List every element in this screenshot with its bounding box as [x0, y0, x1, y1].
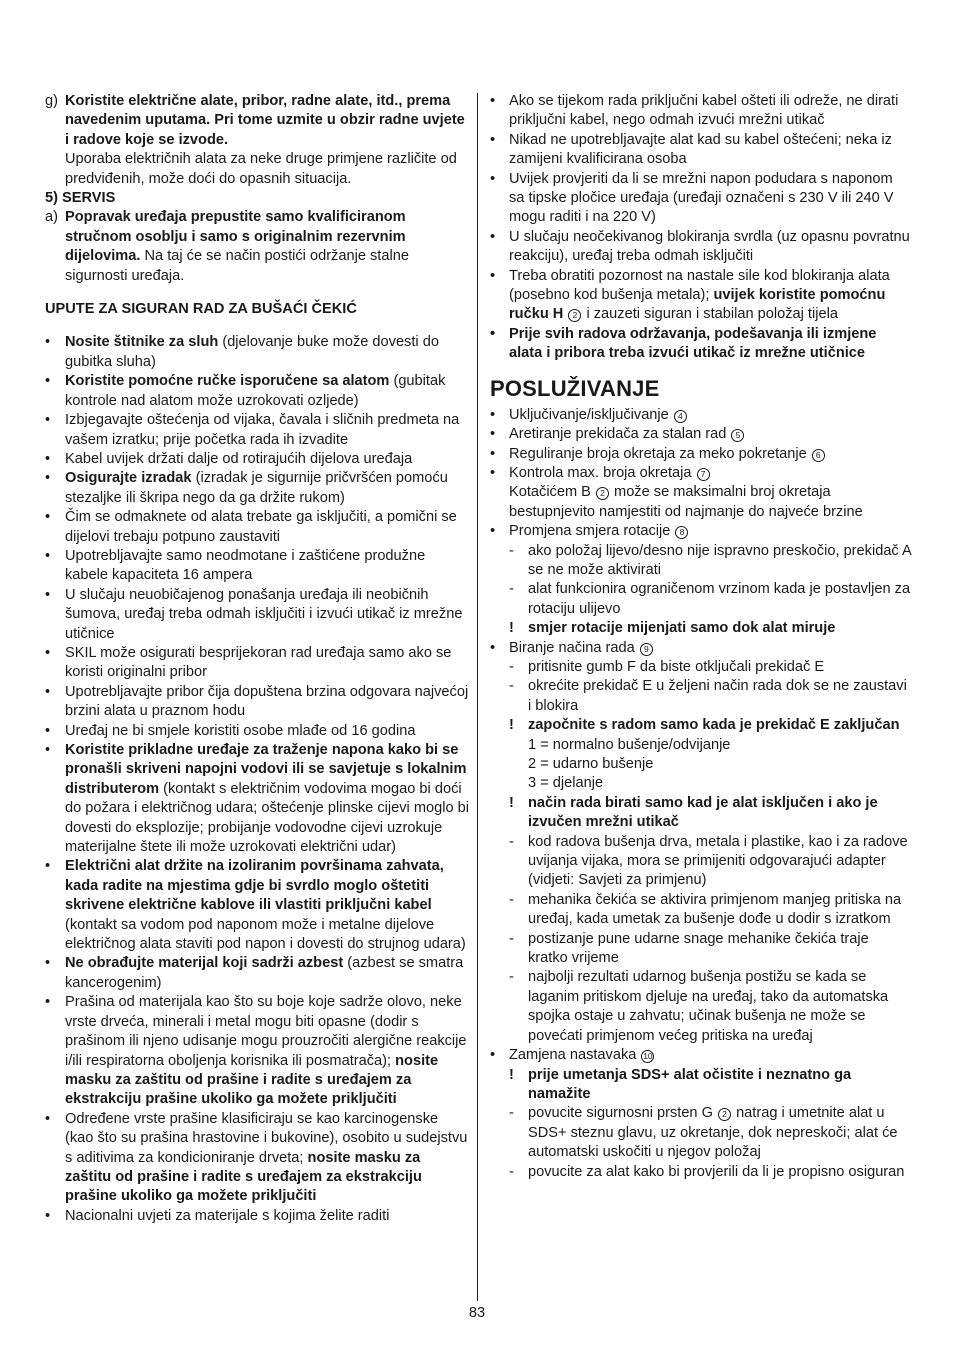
warning-text: način rada birati samo kad je alat isključen i ako je izvučen mrežni utikač [528, 794, 878, 831]
item-g-text: Uporaba električnih alata za neke druge primjene različite od predviđenih, može doći do opasnih situacija. [65, 151, 457, 187]
bullet-text: Ako se tijekom rada priključni kabel ošteti ili odreže, ne dirati priključni kabel, nego odmah izvući mrežni utikač [509, 93, 899, 129]
list-item [490, 228, 912, 267]
bullet-icon: • [45, 858, 51, 875]
dash-item [490, 677, 912, 716]
list-item [45, 508, 470, 547]
list-item [490, 131, 912, 170]
dash-item [490, 1104, 912, 1162]
dash-item [490, 930, 912, 969]
bullet-text: (izradak je sigurnije pričvršćen pomoću stezaljke ili škripa nego da ga držite rukom) [65, 470, 448, 506]
bullet-text: Aretiranje prekidača za stalan rad [509, 426, 731, 443]
dash-text: postizanje pune udarne snage mehanike čekića traje kratko vrijeme [528, 930, 869, 967]
callout-number-icon: 5 [731, 429, 744, 442]
bullet-text: (kontakt s električnim vodovima mogao bi doći do požara i električnog udara; oštećenje plinske cijevi moglo bi dovesti do eksplozije; probijanje vodovodne cijevi uzrokuje materijalne štete ili može uzrokovati električni udar) [65, 780, 469, 856]
dash-marker: - [509, 678, 514, 695]
list-item [490, 267, 912, 325]
bullet-text: i zauzeti siguran i stabilan položaj tijela [582, 306, 838, 323]
list-item [45, 372, 470, 411]
bullet-icon: • [45, 373, 51, 390]
list-item [45, 644, 470, 683]
bullet-icon: • [45, 742, 51, 758]
bullet-icon: • [45, 683, 51, 700]
dash-text: povucite za alat kako bi provjerili da li je propisno osiguran [528, 1163, 905, 1180]
list-item [45, 954, 470, 993]
bullet-text: (djelovanje buke može dovesti do gubitka sluha) [65, 334, 439, 370]
bullet-icon: • [490, 464, 496, 481]
bullet-icon: • [490, 131, 496, 148]
list-item [45, 1207, 470, 1226]
dash-text: natrag i umetnite alat u SDS+ steznu glavu, uz okretanje, dok nepreskoči; alat će automatski uskočiti u njegov položaj [528, 1105, 898, 1161]
column-divider [477, 93, 478, 1301]
bullet-text: Kontrola max. broja okretaja [509, 464, 696, 481]
warning-icon: ! [509, 620, 514, 637]
dash-text: okrećite prekidač E u željeni način rada dok se ne zaustavi i blokira [528, 678, 907, 714]
dash-marker: - [509, 969, 514, 986]
safety-heading: UPUTE ZA SIGURAN RAD ZA BUŠAĆI ČEKIĆ [45, 301, 357, 318]
bullet-icon: • [490, 1047, 496, 1064]
item-g [45, 92, 470, 189]
bullet-icon: • [45, 412, 51, 429]
bullet-text: Određene vrste prašine klasificiraju se kao karcinogenske (kao što su prašina hrastovine i bukovine), osobito u sudejstvu s aditivima za kondicioniranje drveta; [65, 1110, 468, 1166]
bullet-bold: Ne obrađujte materijal koji sadrži azbest [65, 955, 344, 972]
warning-icon: ! [509, 1066, 514, 1083]
bullet-text: Kabel uvijek držati dalje od rotirajućih dijelova uređaja [65, 450, 413, 467]
bullet-text: Upotrebljavajte samo neodmotane i zaštićene produžne kabele kapaciteta 16 ampera [65, 547, 426, 584]
callout-number-icon: 6 [812, 449, 825, 462]
bullet-text: Reguliranje broja okretaja za meko pokretanje [509, 445, 811, 462]
bullet-text: Nikad ne upotrebljavajte alat kad su kabel oštećeni; neka iz zamijeni kvalificirana osoba [509, 131, 892, 168]
list-item [45, 722, 470, 741]
warning-item [490, 619, 912, 638]
dash-marker: - [509, 930, 514, 947]
bullet-subtext: Kotačićem B [509, 484, 595, 501]
bullet-bold: nosite masku za zaštitu od prašine i radite s uređajem za ekstrakciju prašine ukoliko ga možete priključiti [65, 1149, 422, 1205]
bullet-icon: • [490, 267, 496, 284]
bullet-bold: nosite masku za zaštitu od prašine i radite s uređajem za ekstrakciju prašine ukoliko ga možete priključiti [65, 1052, 439, 1108]
bullet-icon: • [45, 470, 51, 487]
callout-number-icon: 2 [718, 1108, 731, 1121]
callout-number-icon: 7 [697, 468, 710, 481]
bullet-bold: Koristite pomoćne ručke isporučene sa alatom [65, 373, 390, 390]
bullet-icon: • [45, 450, 51, 467]
warning-item [490, 716, 912, 735]
bullet-icon: • [490, 228, 496, 245]
bullet-bold: Nosite štitnike za sluh [65, 334, 219, 351]
bullet-icon: • [45, 994, 51, 1011]
bullet-text: Nacionalni uvjeti za materijale s kojima želite raditi [65, 1207, 390, 1224]
dash-text: ako položaj lijevo/desno nije ispravno preskočio, prekidač A se ne može aktivirati [528, 542, 911, 578]
list-item [490, 522, 912, 541]
bullet-text: Biranje načina rada [509, 639, 639, 656]
warning-text: prije umetanja SDS+ alat očistite i neznatno ga namažite [528, 1066, 852, 1102]
bullet-icon: • [490, 325, 496, 342]
bullet-icon: • [490, 406, 496, 423]
bullet-icon: • [45, 955, 51, 972]
warning-text: započnite s radom samo kada je prekidač E zaključan [528, 717, 900, 734]
list-item [490, 445, 912, 464]
callout-number-icon: 10 [643, 1051, 653, 1062]
bullet-icon: • [45, 1207, 51, 1224]
section-title: POSLUŽIVANJE [490, 375, 660, 401]
warning-item [490, 1066, 912, 1105]
dash-item [490, 542, 912, 581]
bullet-text: SKIL može osigurati besprijekoran rad uređaja samo ako se koristi originalni pribor [65, 644, 452, 681]
item-g-bold: Koristite električne alate, pribor, radne alate, itd., prema navedenim uputama. Pri tome uzmite u obzir radne uvjete i radove koje se izvode. [65, 93, 465, 148]
dash-item [490, 891, 912, 930]
dash-text: pritisnite gumb F da biste otključali prekidač E [528, 658, 825, 675]
list-item [45, 586, 470, 644]
dash-text: najbolji rezultati udarnog bušenja postižu se kada se laganim pritiskom djeluje na uređaj, tako da automatska spojka ostaje u zahvatu; učinak bušenja ne može se povećati primjenom većeg pritiska na uređaj [528, 969, 889, 1044]
callout-number-icon: 8 [675, 526, 688, 539]
dash-item [490, 833, 912, 891]
bullet-bold: Prije svih radova održavanja, podešavanja ili izmjene alata i pribora treba izvući utikač iz mrežne utičnice [509, 325, 877, 362]
dash-text: kod radova bušenja drva, metala i plastike, kao i za radove uvijanja vijaka, mora se primijeniti odgovarajući adapter (vidjeti: Savjeti za primjenu) [528, 833, 908, 889]
bullet-icon: • [45, 644, 51, 661]
bullet-icon: • [45, 334, 51, 351]
list-item [45, 683, 470, 722]
bullet-bold: Osigurajte izradak [65, 470, 192, 487]
bullet-icon: • [490, 93, 496, 109]
bullet-text: Zamjena nastavaka [509, 1047, 641, 1064]
dash-text: mehanika čekića se aktivira primjenom manjeg pritiska na uređaj, kada umetak za bušenje dođe u dodir s izratkom [528, 891, 902, 928]
bullet-text: (kontakt sa vodom pod naponom može i metalne dijelove električnog alata staviti pod napon i dovesti do strujnog udara) [65, 916, 466, 953]
bullet-icon: • [45, 547, 51, 564]
dash-marker: - [509, 581, 514, 598]
dash-item [490, 658, 912, 677]
dash-item [490, 968, 912, 1046]
bullet-text: Čim se odmaknete od alata trebate ga isključiti, a pomični se dijelovi trebaju potpuno zaustaviti [65, 509, 457, 545]
dash-marker: - [509, 891, 514, 908]
bullet-icon: • [490, 639, 496, 656]
dash-item [490, 580, 912, 619]
bullet-icon: • [490, 170, 496, 187]
warning-icon: ! [509, 794, 514, 811]
page-number: 83 [468, 1305, 486, 1321]
list-item [490, 464, 912, 522]
list-item [45, 411, 470, 450]
item-a-text: Na taj će se način postići održanje stalne sigurnosti uređaja. [65, 248, 409, 284]
item-g-marker: g) [45, 93, 58, 109]
item-a-marker: a) [45, 209, 58, 226]
warning-icon: ! [509, 717, 514, 734]
callout-number-icon: 2 [568, 309, 581, 322]
list-item [45, 741, 470, 857]
dash-marker: - [509, 658, 514, 675]
bullet-text: U slučaju neočekivanog blokiranja svrdla (uz opasnu povratnu reakciju), uređaj treba odmah isključiti [509, 228, 910, 265]
list-item [490, 92, 912, 131]
item-a-bold: Popravak uređaja prepustite samo kvalificiranom stručnom osoblju i samo s originalnim rezervnim dijelovima. [65, 209, 406, 265]
dash-text: alat funkcionira ograničenom vrzinom kada je postavljen za rotaciju ulijevo [528, 581, 911, 617]
right-column [490, 92, 912, 1182]
bullet-icon: • [45, 722, 51, 739]
bullet-bold: Električni alat držite na izoliranim površinama zahvata, kada radite na mjestima gdje bi svrdlo moglo oštetiti skrivene električne kablove ili vlastiti priključni kabel [65, 858, 444, 914]
mode-line: 3 = djelanje [528, 775, 604, 792]
dash-marker: - [509, 833, 514, 850]
bullet-icon: • [45, 509, 51, 526]
bullet-text: Promjena smjera rotacije [509, 523, 675, 540]
list-item [45, 469, 470, 508]
bullet-icon: • [490, 445, 496, 462]
bullet-icon: • [45, 1110, 51, 1127]
list-item [45, 993, 470, 1109]
mode-line: 1 = normalno bušenje/odvijanje [528, 736, 731, 753]
bullet-text: Treba obratiti pozornost na nastale sile kod blokiranja alata (posebno kod bušenja metala); [509, 267, 890, 304]
list-item [45, 1110, 470, 1207]
bullet-text: Prašina od materijala kao što su boje koje sadrže olovo, neke vrste drveća, minerali i metal mogu biti opasne (dodir s prašinom ili njeno udisanje mogu prouzročiti alergične reakcije i/ili respiratorna oboljenja korisnika ili posmatrača); [65, 994, 467, 1069]
bullet-icon: • [490, 426, 496, 443]
bullet-icon: • [45, 586, 51, 603]
dash-text: povucite sigurnosni prsten G [528, 1105, 718, 1122]
bullet-text: Uključivanje/isključivanje [509, 406, 673, 423]
list-item [490, 1046, 912, 1065]
servis-heading: 5) SERVIS [45, 190, 116, 207]
warning-text: smjer rotacije mijenjati samo dok alat miruje [528, 620, 836, 637]
list-item [45, 547, 470, 586]
bullet-text: (gubitak kontrole nad alatom može uzrokovati ozljede) [65, 373, 446, 409]
list-item [490, 406, 912, 425]
list-item [490, 639, 912, 658]
left-column [45, 92, 470, 1226]
callout-number-icon: 2 [596, 487, 609, 500]
callout-number-icon: 9 [640, 643, 653, 656]
bullet-text: (azbest se smatra kancerogenim) [65, 955, 464, 991]
dash-marker: - [509, 1163, 514, 1180]
callout-number-icon: 4 [674, 410, 687, 423]
list-item [45, 857, 470, 954]
bullet-text: Uređaj ne bi smjele koristiti osobe mlađe od 16 godina [65, 722, 416, 739]
bullet-bold: uvijek koristite pomoćnu ručku H [509, 287, 886, 323]
mode-line: 2 = udarno bušenje [528, 756, 654, 772]
item-a [45, 208, 470, 286]
warning-item [490, 794, 912, 833]
bullet-text: Izbjegavajte oštećenja od vijaka, čavala i sličnih predmeta na vašem izratku; prije početka rada ih izvadite [65, 412, 460, 448]
dash-marker: - [509, 542, 514, 559]
bullet-icon: • [490, 523, 496, 540]
bullet-text: Uvijek provjeriti da li se mrežni napon podudara s naponom sa tipske pločice uređaja (uređaji označeni s 230 V ili 240 V mogu raditi i na 220 V) [509, 170, 894, 226]
list-item [490, 325, 912, 364]
bullet-subtext: može se maksimalni broj okretaja bestupnjevito namjestiti od najmanje do najveće brzine [509, 484, 863, 520]
list-item [45, 450, 470, 469]
bullet-text: Upotrebljavajte pribor čija dopuštena brzina odgovara najvećoj brzini alata u praznom hodu [65, 683, 469, 720]
list-item [490, 170, 912, 228]
dash-marker: - [509, 1105, 514, 1122]
dash-item [490, 1163, 912, 1182]
list-item [490, 425, 912, 444]
bullet-bold: Koristite prikladne uređaje za traženje napona kako bi se pronašli skriveni napojni vodovi ili se savjetuje s lokalnim distributerom [65, 742, 467, 797]
list-item [45, 333, 470, 372]
bullet-text: U slučaju neuobičajenog ponašanja uređaja ili neobičnih šumova, uređaj treba odmah isključiti i izvući utikač iz mrežne utičnice [65, 586, 463, 642]
